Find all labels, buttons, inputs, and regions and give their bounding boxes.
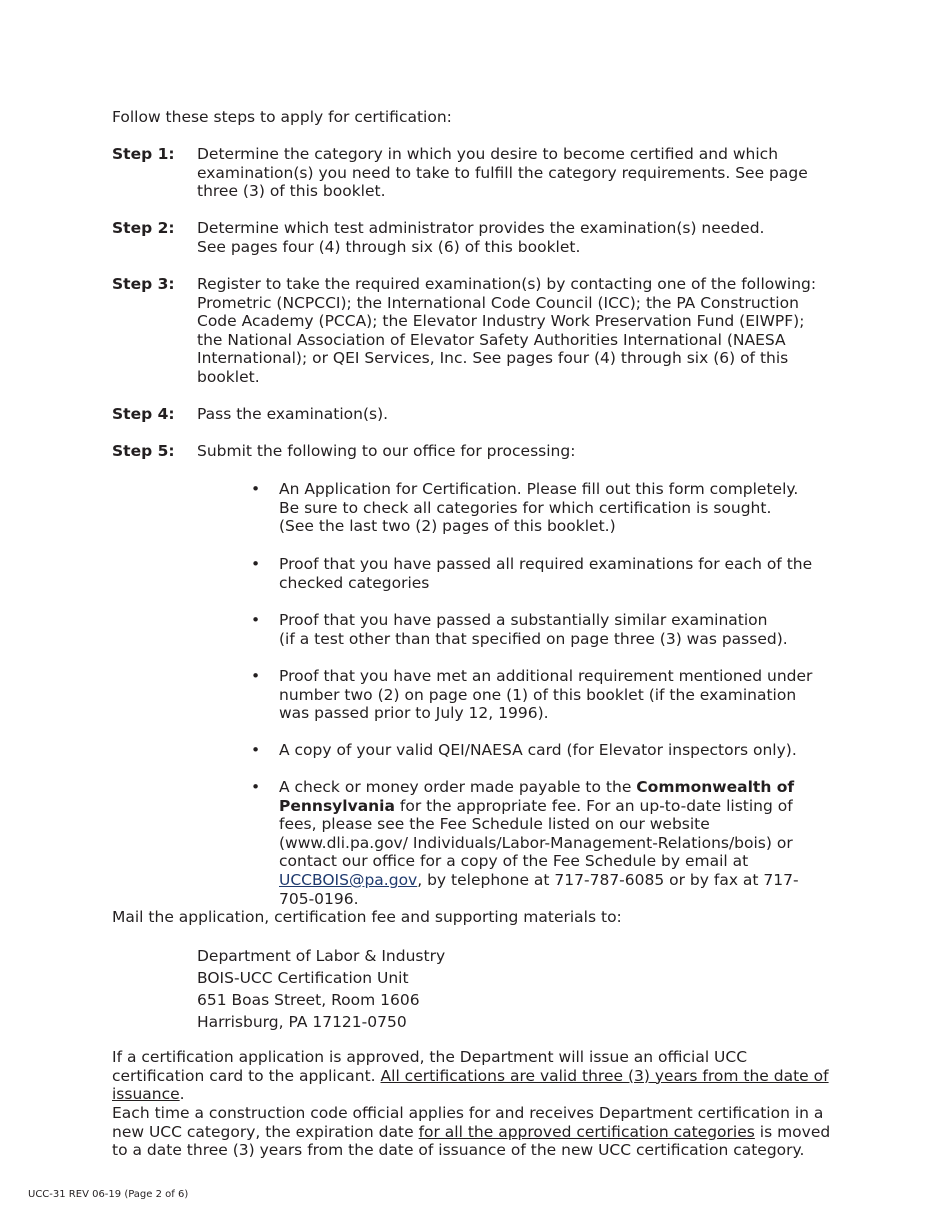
bullet-icon: •	[251, 667, 261, 685]
mailing-address	[197, 945, 445, 1033]
step-1-text: Determine the category in which you desire to become certified and which examination(s) you need to take to fulfill the category requirements. See page three (3) of this booklet.	[197, 145, 808, 201]
page-footer: UCC-31 REV 06-19 (Page 2 of 6)	[28, 1189, 189, 1200]
approval-text-pre: If a certification application is approved, the Department will issue an official UCC certification card to the applicant.	[112, 1048, 748, 1085]
bullet-similar-exam	[279, 611, 839, 648]
address-line-1: Department of Labor & Industry	[197, 947, 446, 965]
approval-text-post: .	[179, 1085, 185, 1104]
fee-text-mid: for the appropriate fee. For an up-to-date listing of fees, please see the Fee Schedule listed on our website (www.dli.pa.gov/ Individuals/Labor-Management-Relations/bois) or contact our office for a copy of the Fee Schedule by email at	[279, 796, 793, 871]
payee-name: Commonwealth of Pennsylvania	[279, 778, 795, 815]
bullet-icon: •	[251, 555, 261, 573]
bullet-icon: •	[251, 778, 261, 796]
bullet-similar-exam-line-2: (if a test other than that specified on page three (3) was passed).	[279, 629, 788, 648]
step-4-text: Pass the examination(s).	[197, 405, 389, 423]
step-3-label: Step 3:	[112, 275, 175, 293]
bullet-proof-passed: Proof that you have passed all required examinations for each of the checked categories	[279, 555, 813, 592]
step-4-label: Step 4:	[112, 405, 175, 423]
fee-text-pre: A check or money order made payable to the	[279, 778, 637, 796]
fee-text-post: , by telephone at 717-787-6085 or by fax at 717-705-0196.	[279, 870, 799, 908]
expiration-text-pre: Each time a construction code official applies for and receives Department certification in a new UCC category, the expiration date	[112, 1104, 824, 1141]
expiration-text-post: is moved to a date three (3) years from the date of issuance of the new UCC certification category.	[112, 1122, 831, 1160]
expiration-paragraph	[112, 1104, 842, 1160]
email-link[interactable]: UCCBOIS@pa.gov	[279, 870, 418, 889]
bullet-icon: •	[251, 611, 261, 629]
bullet-application-line-1: An Application for Certification. Please fill out this form completely.	[279, 480, 799, 498]
step-1-label: Step 1:	[112, 145, 175, 163]
validity-statement: All certifications are valid three (3) years from the date of issuance	[112, 1066, 829, 1104]
address-line-2: BOIS-UCC Certification Unit	[197, 969, 409, 987]
step-3-text: Register to take the required examination(s) by contacting one of the following: Prometric (NCPCCI); the International Code Council (ICC); the PA Construction Code Academy (PCCA); the Elevator Industry Work Preservation Fund (EIWPF); the National Association of Elevator Safety Authorities International (NAESA International); or QEI Services, Inc. See pages four (4) through six (6) of this booklet.	[197, 275, 817, 386]
approval-paragraph	[112, 1048, 842, 1104]
bullet-icon: •	[251, 741, 261, 759]
bullet-application-line-2: Be sure to check all categories for which certification is sought.	[279, 498, 772, 517]
bullet-application	[279, 480, 839, 536]
step-5-label: Step 5:	[112, 442, 175, 460]
address-line-4: Harrisburg, PA 17121-0750	[197, 1013, 407, 1031]
step-2-label: Step 2:	[112, 219, 175, 237]
bullet-qei-card: A copy of your valid QEI/NAESA card (for Elevator inspectors only).	[279, 741, 797, 759]
mail-intro-text: Mail the application, certification fee and supporting materials to:	[112, 908, 622, 926]
bullet-similar-exam-line-1: Proof that you have passed a substantially similar examination	[279, 611, 768, 629]
bullet-icon: •	[251, 480, 261, 498]
bullet-application-line-3: (See the last two (2) pages of this booklet.)	[279, 517, 616, 536]
bullet-additional-requirement: Proof that you have met an additional requirement mentioned under number two (2) on page one (1) of this booklet (if the examination was passed prior to July 12, 1996).	[279, 667, 813, 723]
intro-text: Follow these steps to apply for certification:	[112, 108, 452, 126]
all-categories-statement: for all the approved certification categories	[418, 1122, 755, 1141]
step-2-text: Determine which test administrator provides the examination(s) needed. See pages four (4) through six (6) of this booklet.	[197, 219, 765, 256]
step-5-text: Submit the following to our office for processing:	[197, 442, 576, 460]
address-line-3: 651 Boas Street, Room 1606	[197, 991, 420, 1009]
bullet-fee-payment	[279, 778, 827, 908]
